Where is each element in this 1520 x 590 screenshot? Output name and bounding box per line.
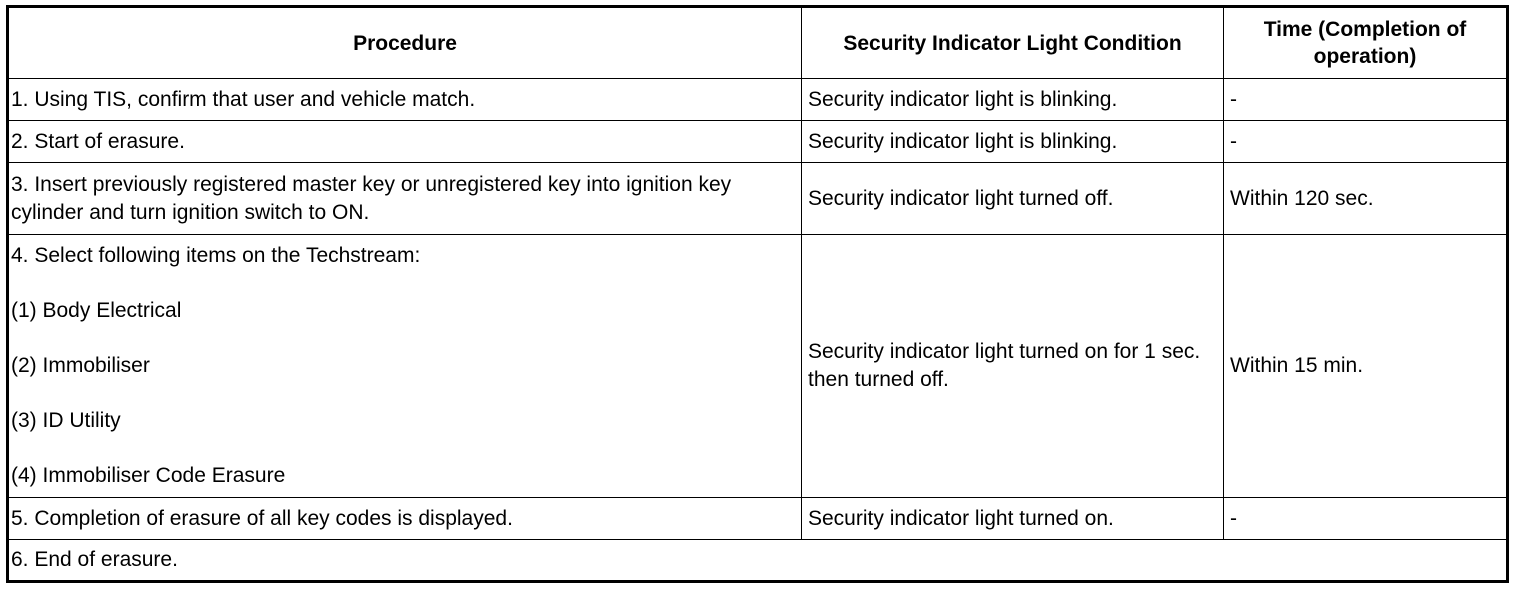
time-cell: - (1224, 79, 1508, 121)
time-cell: Within 120 sec. (1224, 163, 1508, 235)
table-row (8, 235, 1508, 498)
time-cell: Within 15 min. (1224, 235, 1508, 498)
time-cell: - (1224, 498, 1508, 540)
procedure-cell: 5. Completion of erasure of all key codes is displayed. (8, 498, 802, 540)
procedure-step-line: (3) ID Utility (11, 409, 121, 432)
key-code-erasure-table (6, 5, 1509, 583)
table-header-row (8, 7, 1508, 79)
procedure-table-container (6, 5, 1509, 583)
table-row (8, 163, 1508, 235)
condition-cell: Security indicator light is blinking. (802, 79, 1224, 121)
header-condition: Security Indicator Light Condition (802, 7, 1224, 79)
time-cell: - (1224, 121, 1508, 163)
condition-cell: Security indicator light turned off. (802, 163, 1224, 235)
condition-cell: Security indicator light turned on. (802, 498, 1224, 540)
header-procedure: Procedure (8, 7, 802, 79)
procedure-step-line: (2) Immobiliser (11, 354, 150, 377)
header-time: Time (Completion of operation) (1224, 7, 1508, 79)
procedure-step-line: (4) Immobiliser Code Erasure (11, 464, 286, 487)
procedure-cell: 2. Start of erasure. (8, 121, 802, 163)
procedure-step-line: (1) Body Electrical (11, 299, 182, 322)
condition-cell: Security indicator light turned on for 1 sec. then turned off. (802, 235, 1224, 498)
procedure-step-line: 4. Select following items on the Techstream: (11, 244, 421, 267)
procedure-cell (8, 235, 802, 498)
procedure-cell: 3. Insert previously registered master key or unregistered key into ignition key cylinder and turn ignition switch to ON. (8, 163, 802, 235)
procedure-cell: 6. End of erasure. (8, 540, 1508, 582)
table-row (8, 498, 1508, 540)
table-row (8, 79, 1508, 121)
table-row (8, 121, 1508, 163)
condition-cell: Security indicator light is blinking. (802, 121, 1224, 163)
table-row (8, 540, 1508, 582)
procedure-cell: 1. Using TIS, confirm that user and vehicle match. (8, 79, 802, 121)
